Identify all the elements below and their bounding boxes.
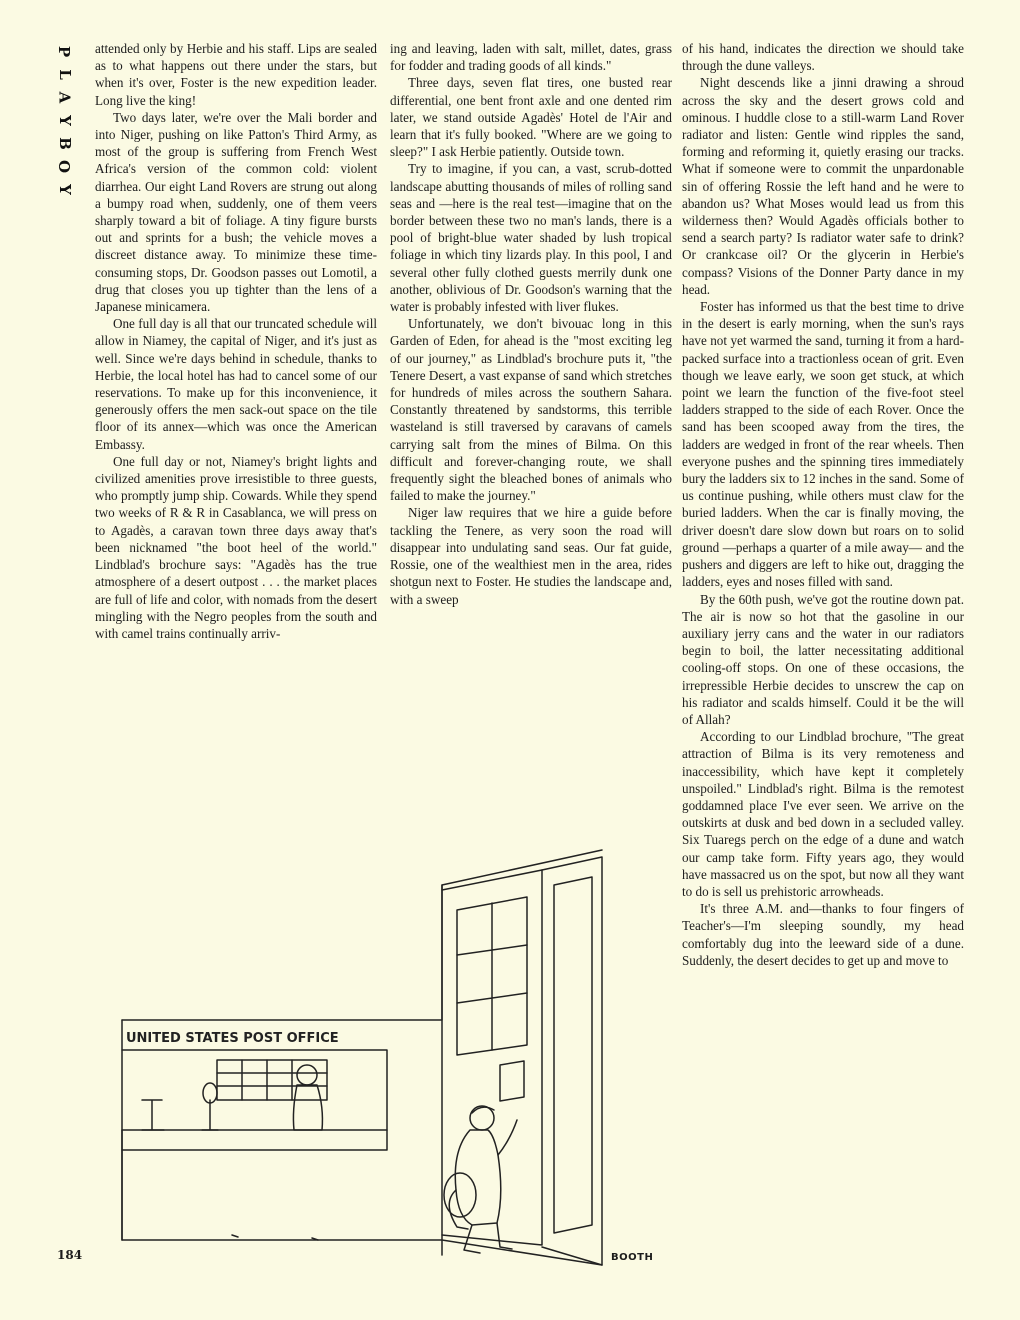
masthead	[54, 40, 74, 201]
masthead-letter: O	[55, 159, 74, 174]
paragraph: Three days, seven flat tires, one busted rear differential, one bent front axle and one dented rim later, we stand outside Agadès' Hotel de l'Air and learn that it's fully booked. "Where are we going to sleep?" I ask Herbie patiently. Outside town.	[390, 75, 672, 160]
masthead-letter: A	[55, 91, 74, 104]
paragraph: According to our Lindblad brochure, "The great attraction of Bilma is its very remoteness and inaccessibility, which have kept it completely unspoiled." Lindblad's right. Bilma is the remotest goddamned place I've ever seen. We arrive on the outskirts at dusk and bed down in a secluded valley. Six Tuaregs perch on the edge of a dune and watch our camp take form. Fifty years ago, they would have massacred us on the spot, but now all they want to do is sell us prehistoric arrowheads.	[682, 729, 964, 899]
paragraph: Night descends like a jinni drawing a shroud across the sky and the desert grows cold and ominous. I huddle close to a still-warm Land Rover radiator and listen: Gentle wind ripples the sand, forming and reforming it, quietly erasing our tracks. What if someone were to commit the unpardonable sin of offering Rossie the left hand and he were to abandon us? What Moses would lead us from this wilderness then? Would Agadès officials bother to send a search party? Is radiator water safe to drink? Or crankcase oil? Or the glycerin in Herbie's compass? Visions of the Donner Party dance in my head.	[682, 75, 964, 297]
paragraph: By the 60th push, we've got the routine down pat. The air is now so hot that the gasoline in our auxiliary jerry cans and the water in our radiators begin to boil, the latter necessitating additional cooling-off stops. On one of these occasions, the irrepressible Herbie decides to unscrew the cap on his radiator and scalds himself. Could it be the will of Allah?	[682, 591, 964, 727]
masthead-letter: L	[55, 69, 74, 80]
article-column-3	[682, 40, 964, 969]
paragraph: One full day or not, Niamey's bright lights and civilized amenities prove irresistible to three guests, who promptly jump ship. Cowards. While they spend two weeks of R & R in Casablanca, we will press on to Agadès, a caravan town three days away that's been nicknamed "the boot heel of the world." Lindblad's brochure says: "Agadès has the true atmosphere of a desert outpost . . . the market places are full of life and color, with nomads from the desert mingling with the Negro peoples from the south and with camel trains continually arriv-	[95, 453, 377, 641]
paragraph: Foster has informed us that the best time to drive in the desert is early morning, when the sun's rays have not yet warmed the sand, turning it from a hard-packed surface into a tractionless ocean of grit. Even though we leave early, we soon get stuck, at which point we learn the function of the five-foot steel ladders strapped to the side of each Rover. Once the sand has been scooped away from the tires, the ladders are wedged in front of the rear wheels. Then everyone pushes and the spinning tires immediately bury the ladders six to 12 inches in the sand. Some of us continue pushing, while others must claw for the buried ladders. When the car is finally moving, the driver doesn't dare slow down but roars on to solid ground —perhaps a quarter of a mile away— and the pushers and diggers are left to hike out, dragging the ladders, eyes and noses filled with sand.	[682, 299, 964, 590]
masthead-letter: B	[55, 137, 74, 150]
masthead-letter: P	[55, 45, 74, 58]
paragraph: Niger law requires that we hire a guide before tackling the Tenere, as very soon the road will disappear into undulating sand seas. Our fat guide, Rossie, one of the wealthiest men in the area, rides shotgun next to Foster. He studies the landscape and, with a sweep	[390, 505, 672, 607]
page-number: 184	[57, 1248, 83, 1262]
paragraph: One full day is all that our truncated schedule will allow in Niamey, the capital of Niger, and it's just as well. Since we're days behind in schedule, thanks to Herbie, the local hotel has had to cancel some of our reservations. To make up for this inconvenience, it generously offers the men sack-out space on the tile floor of its annex—which was once the American Embassy.	[95, 316, 377, 452]
article-column-2	[390, 40, 672, 608]
paragraph: attended only by Herbie and his staff. Lips are sealed as to what happens out there under the stars, but when it's over, Foster is the new expedition leader. Long live the king!	[95, 41, 377, 108]
cartoonist-signature: BOOTH	[611, 1252, 654, 1263]
paragraph: of his hand, indicates the direction we should take through the dune valleys.	[682, 41, 964, 74]
cartoon-illustration	[112, 845, 672, 1280]
paragraph: Two days later, we're over the Mali border and into Niger, pushing on like Patton's Third Army, as most of the group is suffering from French West Africa's version of the common cold: violent diarrhea. Our eight Land Rovers are strung out along a bumpy road when, suddenly, one of them veers sharply toward a bit of foliage. A tiny figure bursts out and sprints for a bush; the vehicle moves a discreet distance away. To minimize these time-consuming stops, Dr. Goodson passes out Lomotil, a drug that closes you up tighter than the lens of a Japanese minicamera.	[95, 109, 377, 315]
paragraph: It's three A.M. and—thanks to four fingers of Teacher's—I'm sleeping soundly, my head comfortably dug into the leeward side of a dune. Suddenly, the desert decides to get up and move to	[682, 901, 964, 968]
masthead-letter: Y	[55, 115, 74, 126]
paragraph: Unfortunately, we don't bivouac long in this Garden of Eden, for ahead is the "most exciting leg of our journey," as Lindblad's brochure puts it, "the Tenere Desert, a vast expanse of sand which stretches for hundreds of miles across the southern Sahara. Constantly threatened by sandstorms, this terrible wasteland is still traversed by caravans of camels carrying salt from the mines of Bilma. On this difficult and forever-changing route, we shall frequently sight the bleached bones of animals who failed to make the journey."	[390, 316, 672, 504]
paragraph: ing and leaving, laden with salt, millet, dates, grass for fodder and trading goods of all kinds."	[390, 41, 672, 74]
cartoon-sign: UNITED STATES POST OFFICE	[126, 1031, 339, 1046]
paragraph: Try to imagine, if you can, a vast, scrub-dotted landscape abutting thousands of miles of rolling sand seas and —here is the real test—imagine that on the border between these two no man's lands, there is a pool of bright-blue water shaded by lush tropical foliage in which tiny lizards play. In this pool, I and several other fully clothed guests merrily dunk one another, oblivious of Dr. Goodson's warning that the water is probably infested with liver flukes.	[390, 161, 672, 315]
masthead-letter: Y	[55, 184, 74, 195]
article-column-1	[95, 40, 377, 642]
